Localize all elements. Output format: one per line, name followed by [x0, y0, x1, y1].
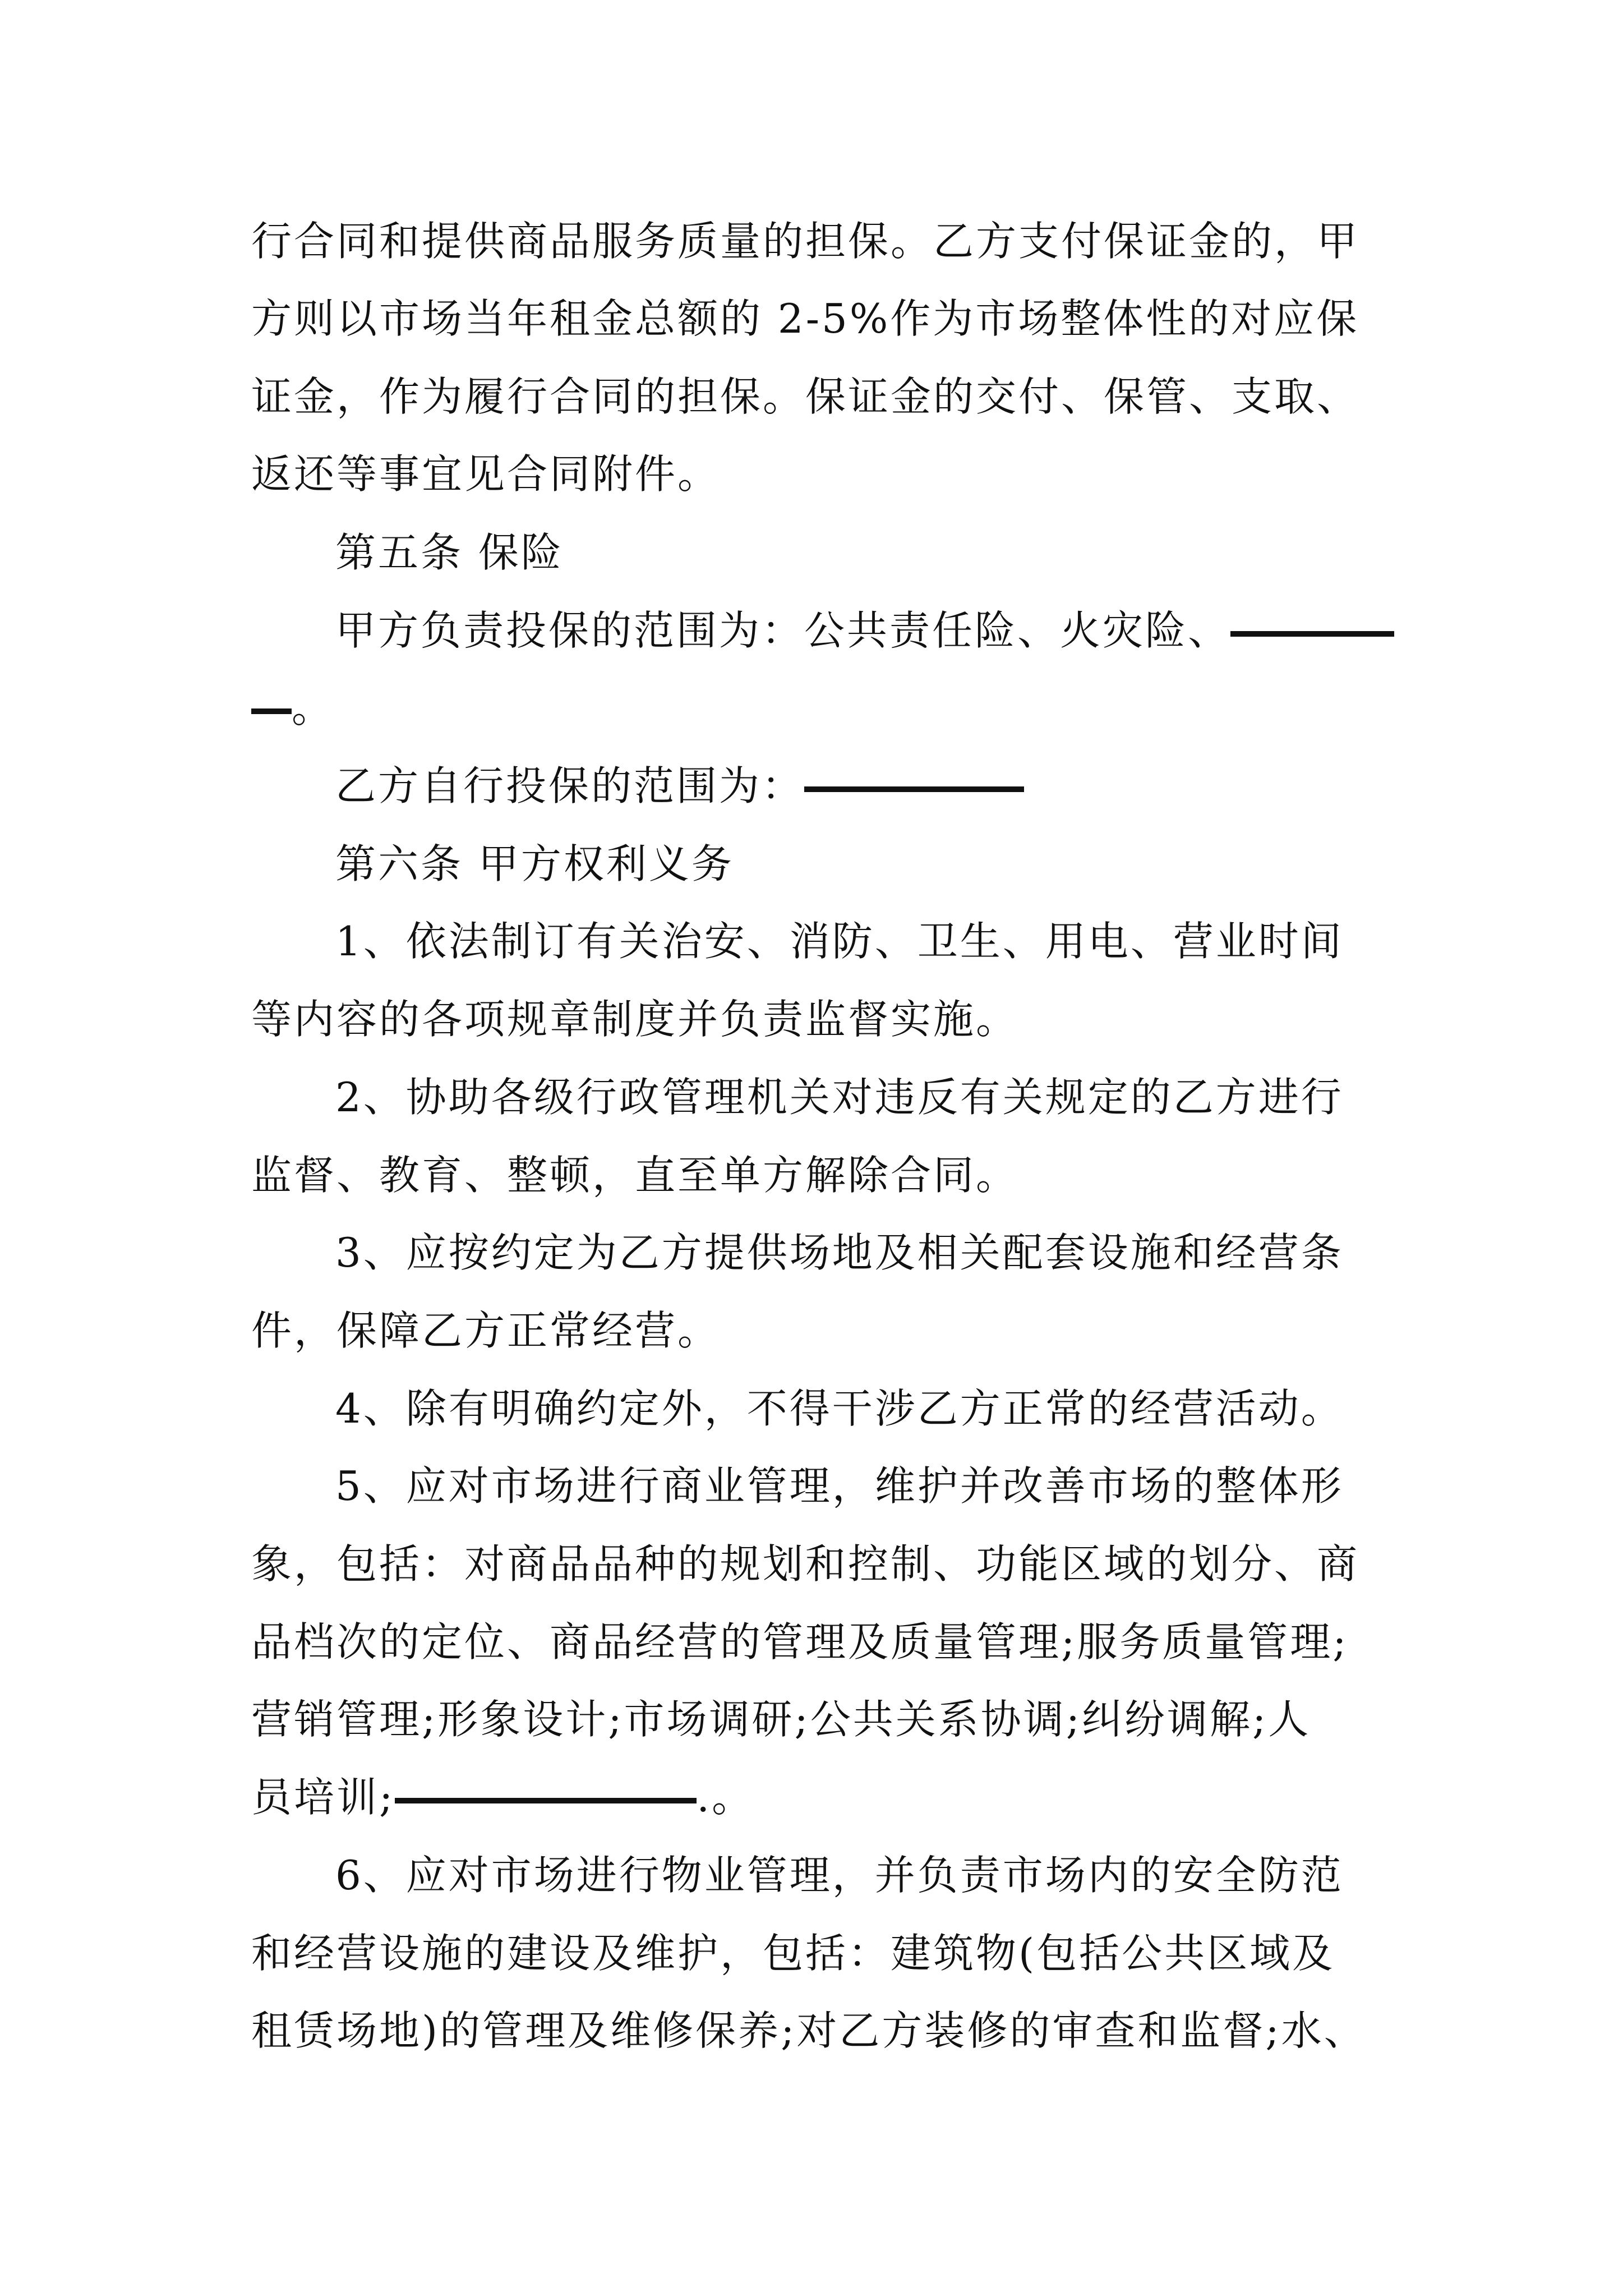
line-text: 甲方负责投保的范围为：公共责任险、火灾险、	[335, 607, 1231, 654]
paragraph-line: 监督、教育、整顿，直至单方解除合同。	[251, 1152, 1019, 1199]
paragraph-line	[251, 683, 334, 733]
paragraph-line: 4、除有明确约定外，不得干涉乙方正常的经营活动。	[335, 1385, 1344, 1432]
paragraph-line: 返还等事宜见合同附件。	[251, 450, 721, 498]
paragraph-line: 品档次的定位、商品经营的管理及质量管理;服务质量管理;	[251, 1618, 1349, 1665]
line-text: .。	[697, 1774, 755, 1821]
fill-in-blank	[804, 761, 1024, 811]
line-text: 乙方自行投保的范围为：	[335, 762, 805, 809]
fill-in-blank	[251, 683, 292, 733]
paragraph-line	[335, 605, 1394, 656]
paragraph-line: 件，保障乙方正常经营。	[251, 1307, 721, 1354]
section-heading-5: 第五条 保险	[335, 529, 564, 576]
section-heading-6: 第六条 甲方权利义务	[335, 840, 734, 887]
paragraph-line: 方则以市场当年租金总额的 2-5%作为市场整体性的对应保	[251, 295, 1359, 342]
paragraph-line: 3、应按约定为乙方提供场地及相关配套设施和经营条	[335, 1229, 1344, 1276]
line-text: 。	[292, 684, 335, 731]
paragraph-line: 5、应对市场进行商业管理，维护并改善市场的整体形	[335, 1462, 1344, 1510]
line-text: 员培训;	[251, 1774, 395, 1821]
paragraph-line	[335, 761, 1024, 811]
fill-in-blank	[395, 1772, 697, 1823]
paragraph-line: 和经营设施的建设及维护，包括：建筑物(包括公共区域及	[251, 1930, 1335, 1977]
fill-in-blank	[1230, 605, 1394, 656]
paragraph-line: 证金，作为履行合同的担保。保证金的交付、保管、支取、	[251, 373, 1360, 420]
paragraph-line: 2、协助各级行政管理机关对违反有关规定的乙方进行	[335, 1074, 1344, 1121]
paragraph-line: 营销管理;形象设计;市场调研;公共关系协调;纠纷调解;人	[251, 1696, 1311, 1743]
paragraph-line: 象，包括：对商品品种的规划和控制、功能区域的划分、商	[251, 1540, 1360, 1588]
paragraph-line: 行合同和提供商品服务质量的担保。乙方支付保证金的，甲	[251, 218, 1360, 265]
paragraph-line	[251, 1772, 754, 1823]
paragraph-line: 租赁场地)的管理及维修保养;对乙方装修的审查和监督;水、	[251, 2007, 1367, 2054]
paragraph-line: 等内容的各项规章制度并负责监督实施。	[251, 996, 1019, 1043]
paragraph-line: 6、应对市场进行物业管理，并负责市场内的安全防范	[335, 1852, 1344, 1899]
paragraph-line: 1、依法制订有关治安、消防、卫生、用电、营业时间	[335, 918, 1344, 965]
